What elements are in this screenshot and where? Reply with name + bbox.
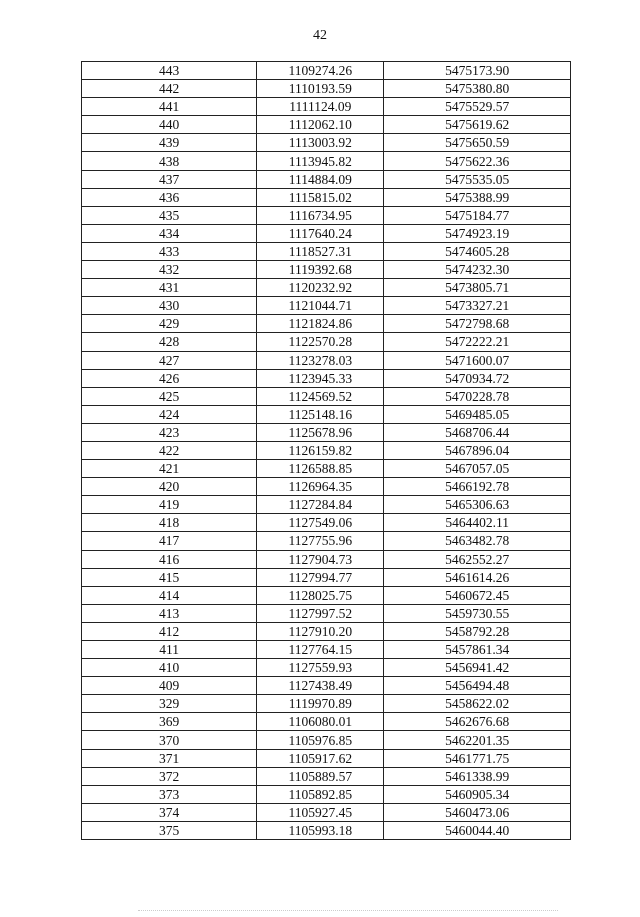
point-number-cell: 417 — [82, 532, 257, 550]
x-coordinate-cell: 1119970.89 — [257, 695, 384, 713]
table-row — [82, 315, 571, 333]
y-coordinate-cell: 5474232.30 — [384, 261, 571, 279]
y-coordinate-cell: 5475184.77 — [384, 206, 571, 224]
y-coordinate-cell: 5461338.99 — [384, 767, 571, 785]
x-coordinate-cell: 1118527.31 — [257, 242, 384, 260]
point-number-cell: 374 — [82, 803, 257, 821]
x-coordinate-cell: 1126964.35 — [257, 478, 384, 496]
x-coordinate-cell: 1124569.52 — [257, 387, 384, 405]
x-coordinate-cell: 1126159.82 — [257, 441, 384, 459]
y-coordinate-cell: 5461614.26 — [384, 568, 571, 586]
point-number-cell: 424 — [82, 405, 257, 423]
y-coordinate-cell: 5457861.34 — [384, 641, 571, 659]
x-coordinate-cell: 1127764.15 — [257, 641, 384, 659]
point-number-cell: 434 — [82, 224, 257, 242]
x-coordinate-cell: 1119392.68 — [257, 261, 384, 279]
point-number-cell: 413 — [82, 604, 257, 622]
point-number-cell: 371 — [82, 749, 257, 767]
y-coordinate-cell: 5460044.40 — [384, 821, 571, 839]
y-coordinate-cell: 5468706.44 — [384, 423, 571, 441]
x-coordinate-cell: 1113003.92 — [257, 134, 384, 152]
table-row — [82, 188, 571, 206]
y-coordinate-cell: 5462201.35 — [384, 731, 571, 749]
point-number-cell: 425 — [82, 387, 257, 405]
y-coordinate-cell: 5460905.34 — [384, 785, 571, 803]
y-coordinate-cell: 5462552.27 — [384, 550, 571, 568]
point-number-cell: 372 — [82, 767, 257, 785]
table-row — [82, 405, 571, 423]
y-coordinate-cell: 5463482.78 — [384, 532, 571, 550]
y-coordinate-cell: 5471600.07 — [384, 351, 571, 369]
point-number-cell: 369 — [82, 713, 257, 731]
table-row — [82, 152, 571, 170]
table-row — [82, 514, 571, 532]
point-number-cell: 433 — [82, 242, 257, 260]
table-row — [82, 170, 571, 188]
x-coordinate-cell: 1113945.82 — [257, 152, 384, 170]
table-row — [82, 785, 571, 803]
point-number-cell: 428 — [82, 333, 257, 351]
x-coordinate-cell: 1105917.62 — [257, 749, 384, 767]
y-coordinate-cell: 5460473.06 — [384, 803, 571, 821]
point-number-cell: 442 — [82, 80, 257, 98]
y-coordinate-cell: 5475535.05 — [384, 170, 571, 188]
point-number-cell: 329 — [82, 695, 257, 713]
table-row — [82, 550, 571, 568]
x-coordinate-cell: 1112062.10 — [257, 116, 384, 134]
x-coordinate-cell: 1127438.49 — [257, 677, 384, 695]
y-coordinate-cell: 5460672.45 — [384, 586, 571, 604]
x-coordinate-cell: 1117640.24 — [257, 224, 384, 242]
x-coordinate-cell: 1122570.28 — [257, 333, 384, 351]
x-coordinate-cell: 1114884.09 — [257, 170, 384, 188]
x-coordinate-cell: 1105892.85 — [257, 785, 384, 803]
x-coordinate-cell: 1106080.01 — [257, 713, 384, 731]
x-coordinate-cell: 1123945.33 — [257, 369, 384, 387]
table-row — [82, 767, 571, 785]
x-coordinate-cell: 1127549.06 — [257, 514, 384, 532]
y-coordinate-cell: 5472798.68 — [384, 315, 571, 333]
point-number-cell: 410 — [82, 659, 257, 677]
y-coordinate-cell: 5467057.05 — [384, 460, 571, 478]
y-coordinate-cell: 5462676.68 — [384, 713, 571, 731]
point-number-cell: 438 — [82, 152, 257, 170]
y-coordinate-cell: 5465306.63 — [384, 496, 571, 514]
table-row — [82, 261, 571, 279]
table-row — [82, 297, 571, 315]
point-number-cell: 437 — [82, 170, 257, 188]
x-coordinate-cell: 1121824.86 — [257, 315, 384, 333]
table-row — [82, 116, 571, 134]
table-row — [82, 134, 571, 152]
table-row — [82, 803, 571, 821]
y-coordinate-cell: 5458792.28 — [384, 622, 571, 640]
table-row — [82, 242, 571, 260]
x-coordinate-cell: 1127997.52 — [257, 604, 384, 622]
table-row — [82, 333, 571, 351]
table-row — [82, 568, 571, 586]
point-number-cell: 427 — [82, 351, 257, 369]
footer-dotted-rule — [138, 910, 558, 911]
table-row — [82, 80, 571, 98]
y-coordinate-cell: 5475173.90 — [384, 62, 571, 80]
x-coordinate-cell: 1127904.73 — [257, 550, 384, 568]
y-coordinate-cell: 5475622.36 — [384, 152, 571, 170]
point-number-cell: 373 — [82, 785, 257, 803]
point-number-cell: 441 — [82, 98, 257, 116]
y-coordinate-cell: 5475380.80 — [384, 80, 571, 98]
point-number-cell: 426 — [82, 369, 257, 387]
point-number-cell: 414 — [82, 586, 257, 604]
y-coordinate-cell: 5472222.21 — [384, 333, 571, 351]
y-coordinate-cell: 5475650.59 — [384, 134, 571, 152]
x-coordinate-cell: 1111124.09 — [257, 98, 384, 116]
x-coordinate-cell: 1105927.45 — [257, 803, 384, 821]
x-coordinate-cell: 1127559.93 — [257, 659, 384, 677]
point-number-cell: 421 — [82, 460, 257, 478]
x-coordinate-cell: 1115815.02 — [257, 188, 384, 206]
point-number-cell: 415 — [82, 568, 257, 586]
table-row — [82, 586, 571, 604]
point-number-cell: 436 — [82, 188, 257, 206]
point-number-cell: 409 — [82, 677, 257, 695]
table-row — [82, 423, 571, 441]
x-coordinate-cell: 1126588.85 — [257, 460, 384, 478]
coordinates-table — [81, 61, 571, 840]
point-number-cell: 430 — [82, 297, 257, 315]
table-row — [82, 641, 571, 659]
table-row — [82, 98, 571, 116]
y-coordinate-cell: 5473327.21 — [384, 297, 571, 315]
point-number-cell: 411 — [82, 641, 257, 659]
y-coordinate-cell: 5467896.04 — [384, 441, 571, 459]
x-coordinate-cell: 1116734.95 — [257, 206, 384, 224]
table-row — [82, 749, 571, 767]
table-row — [82, 206, 571, 224]
y-coordinate-cell: 5464402.11 — [384, 514, 571, 532]
table-row — [82, 224, 571, 242]
y-coordinate-cell: 5475388.99 — [384, 188, 571, 206]
x-coordinate-cell: 1125678.96 — [257, 423, 384, 441]
table-row — [82, 62, 571, 80]
point-number-cell: 418 — [82, 514, 257, 532]
y-coordinate-cell: 5475529.57 — [384, 98, 571, 116]
point-number-cell: 419 — [82, 496, 257, 514]
table-row — [82, 387, 571, 405]
x-coordinate-cell: 1105976.85 — [257, 731, 384, 749]
table-row — [82, 821, 571, 839]
table-row — [82, 659, 571, 677]
y-coordinate-cell: 5470934.72 — [384, 369, 571, 387]
y-coordinate-cell: 5458622.02 — [384, 695, 571, 713]
point-number-cell: 420 — [82, 478, 257, 496]
x-coordinate-cell: 1128025.75 — [257, 586, 384, 604]
y-coordinate-cell: 5474605.28 — [384, 242, 571, 260]
x-coordinate-cell: 1123278.03 — [257, 351, 384, 369]
y-coordinate-cell: 5456494.48 — [384, 677, 571, 695]
x-coordinate-cell: 1127910.20 — [257, 622, 384, 640]
point-number-cell: 435 — [82, 206, 257, 224]
point-number-cell: 439 — [82, 134, 257, 152]
point-number-cell: 412 — [82, 622, 257, 640]
y-coordinate-cell: 5466192.78 — [384, 478, 571, 496]
y-coordinate-cell: 5470228.78 — [384, 387, 571, 405]
point-number-cell: 443 — [82, 62, 257, 80]
y-coordinate-cell: 5469485.05 — [384, 405, 571, 423]
point-number-cell: 429 — [82, 315, 257, 333]
point-number-cell: 416 — [82, 550, 257, 568]
table-row — [82, 460, 571, 478]
table-row — [82, 441, 571, 459]
y-coordinate-cell: 5473805.71 — [384, 279, 571, 297]
table-row — [82, 622, 571, 640]
y-coordinate-cell: 5475619.62 — [384, 116, 571, 134]
x-coordinate-cell: 1109274.26 — [257, 62, 384, 80]
table-row — [82, 713, 571, 731]
y-coordinate-cell: 5459730.55 — [384, 604, 571, 622]
table-row — [82, 677, 571, 695]
point-number-cell: 370 — [82, 731, 257, 749]
table-row — [82, 496, 571, 514]
point-number-cell: 440 — [82, 116, 257, 134]
table-row — [82, 369, 571, 387]
coordinates-table-body — [82, 62, 571, 840]
x-coordinate-cell: 1105889.57 — [257, 767, 384, 785]
point-number-cell: 423 — [82, 423, 257, 441]
table-row — [82, 478, 571, 496]
x-coordinate-cell: 1120232.92 — [257, 279, 384, 297]
table-row — [82, 532, 571, 550]
x-coordinate-cell: 1127755.96 — [257, 532, 384, 550]
table-row — [82, 279, 571, 297]
point-number-cell: 422 — [82, 441, 257, 459]
table-row — [82, 351, 571, 369]
y-coordinate-cell: 5456941.42 — [384, 659, 571, 677]
page-number: 42 — [313, 28, 327, 43]
table-row — [82, 604, 571, 622]
table-row — [82, 731, 571, 749]
y-coordinate-cell: 5461771.75 — [384, 749, 571, 767]
x-coordinate-cell: 1110193.59 — [257, 80, 384, 98]
y-coordinate-cell: 5474923.19 — [384, 224, 571, 242]
x-coordinate-cell: 1105993.18 — [257, 821, 384, 839]
point-number-cell: 432 — [82, 261, 257, 279]
x-coordinate-cell: 1121044.71 — [257, 297, 384, 315]
x-coordinate-cell: 1127994.77 — [257, 568, 384, 586]
x-coordinate-cell: 1127284.84 — [257, 496, 384, 514]
point-number-cell: 431 — [82, 279, 257, 297]
point-number-cell: 375 — [82, 821, 257, 839]
x-coordinate-cell: 1125148.16 — [257, 405, 384, 423]
table-row — [82, 695, 571, 713]
